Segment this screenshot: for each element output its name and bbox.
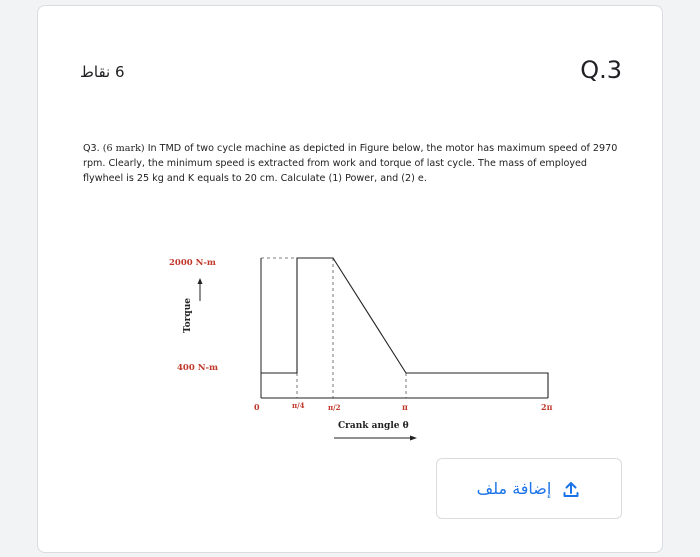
add-file-label: إضافة ملف	[476, 479, 552, 498]
x-tick-label: π/2	[328, 403, 341, 412]
x-tick-label: 2π	[541, 402, 553, 412]
torque-chart	[169, 238, 553, 443]
x-tick-label: 0	[254, 402, 260, 412]
question-number: Q.3	[580, 56, 622, 84]
y-tick-label: 2000 N-m	[169, 258, 216, 268]
points-label: 6 نقاط	[80, 63, 125, 81]
x-tick-label: π/4	[292, 401, 305, 410]
add-file-button[interactable]	[436, 458, 622, 519]
torque-curve	[261, 258, 548, 398]
question-card	[37, 5, 663, 553]
y-axis-label: Torque	[183, 298, 193, 333]
x-axis-label: Crank angle θ	[338, 421, 409, 431]
x-tick-label: π	[402, 402, 408, 412]
prompt-text: In TMD of two cycle machine as depicted in Figure below, the motor has maximum speed of 2970 rpm. Clearly, the minimum speed is extracted from work and torque of last cycle. The mass of employed flywheel is 25 kg and K equals to 20 cm. Calculate (1) Power, and (2) e.	[83, 143, 618, 184]
prompt-mark: (6 mark)	[102, 143, 145, 154]
upload-icon	[561, 479, 581, 499]
x-axis-arrowhead	[410, 436, 417, 441]
question-prompt	[83, 141, 623, 186]
prompt-prefix: Q3.	[83, 143, 100, 154]
y-axis-arrowhead	[198, 278, 203, 284]
y-tick-label: 400 N-m	[177, 363, 218, 373]
